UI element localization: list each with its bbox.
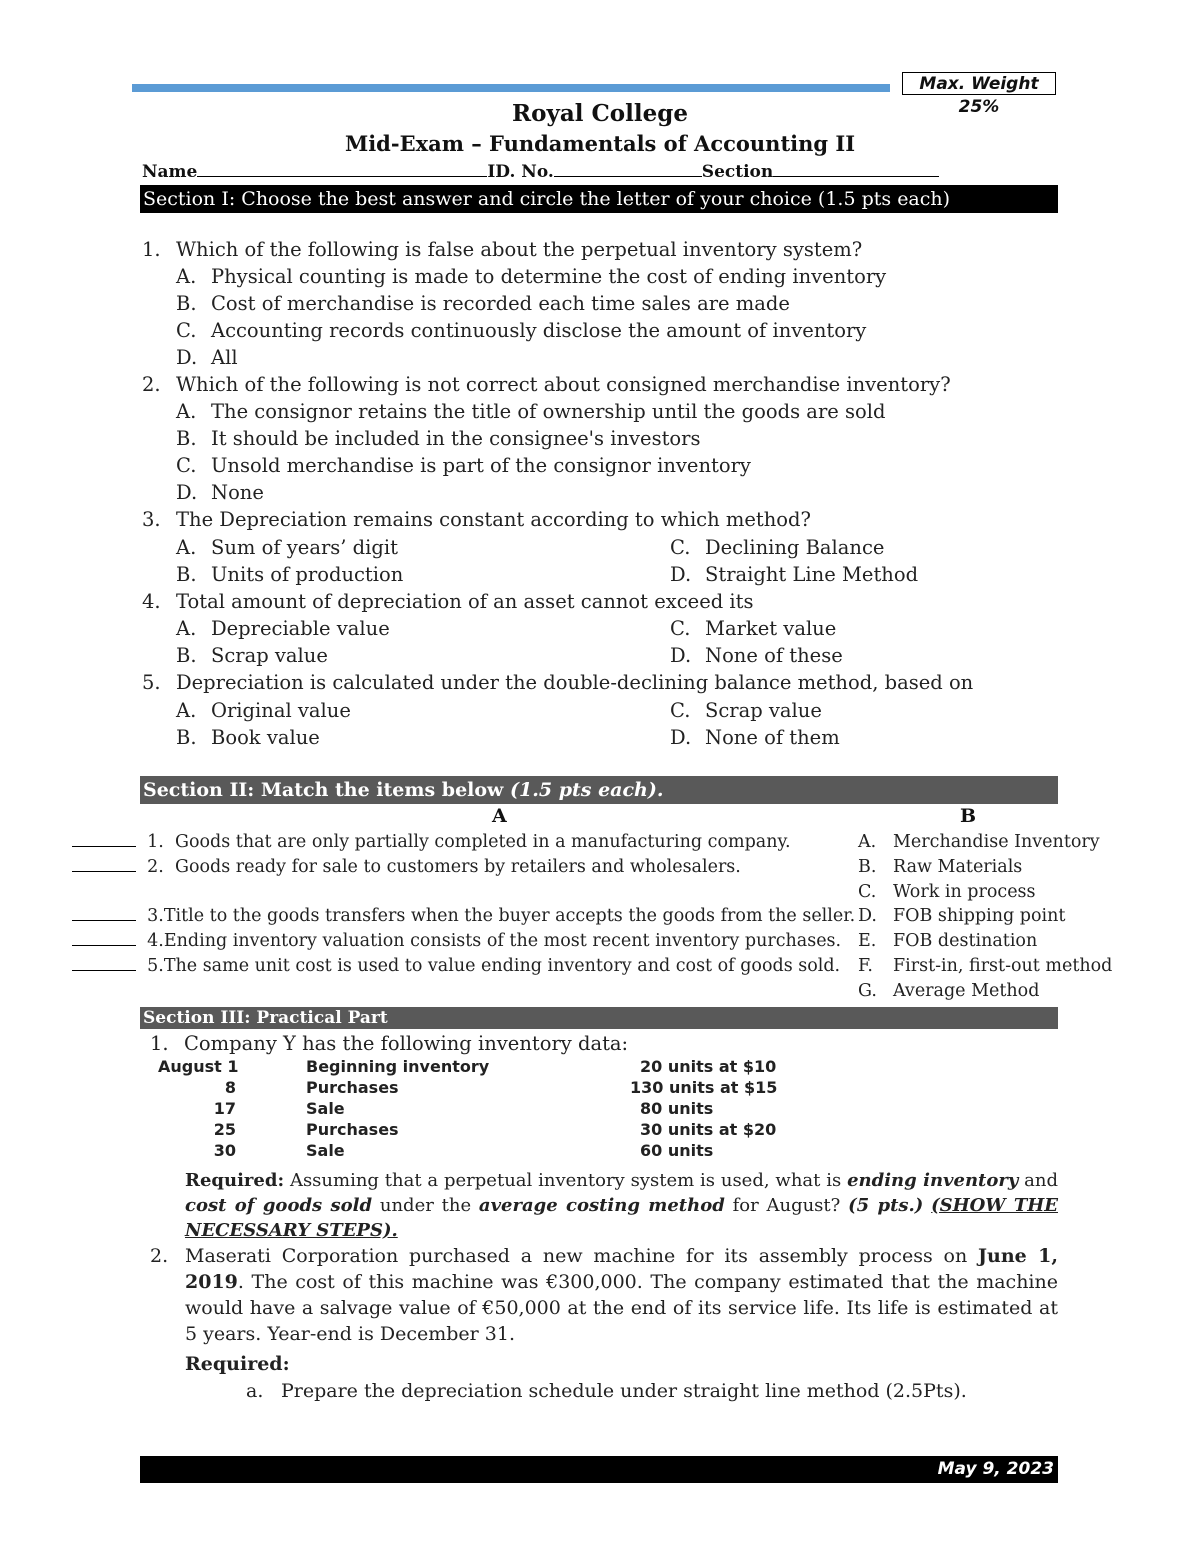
student-info-row <box>142 162 939 182</box>
question-5: 5. Depreciation is calculated under the double-declining balance method, based on <box>142 671 974 694</box>
table-row-4-desc: Purchases <box>306 1120 399 1139</box>
q5-option-b[interactable]: B. Book value <box>176 726 320 749</box>
q1-option-d[interactable]: D. All <box>176 346 238 369</box>
table-row-3-qty: 80 units <box>640 1099 714 1118</box>
table-row-1-qty: 20 units at $10 <box>640 1057 777 1076</box>
question-2: 2. Which of the following is not correct about consigned merchandise inventory? <box>142 373 951 396</box>
table-row-5-date: 30 <box>213 1141 236 1160</box>
id-field[interactable] <box>554 162 702 177</box>
match-item-5: 5.The same unit cost is used to value ending inventory and cost of goods sold. <box>72 956 840 976</box>
question-4: 4. Total amount of depreciation of an asset cannot exceed its <box>142 590 754 613</box>
match-option-c: C. Work in process <box>858 882 1036 902</box>
column-a-header: A <box>492 805 507 827</box>
q2-option-b[interactable]: B. It should be included in the consignee's investors <box>176 427 701 450</box>
table-row-4-date: 25 <box>213 1120 236 1139</box>
q1-option-c[interactable]: C. Accounting records continuously disclose the amount of inventory <box>176 319 867 342</box>
question-3: 3. The Depreciation remains constant according to which method? <box>142 508 811 531</box>
problem-1-required: Required: Assuming that a perpetual inventory system is used, what is ending inventory and cost of goods sold under the average costing method for August? (5 pts.) (SHOW THE NECESSARY STEPS). <box>185 1170 1058 1241</box>
name-label: Name <box>142 162 198 182</box>
q4-option-b[interactable]: B. Scrap value <box>176 644 328 667</box>
question-1: 1. Which of the following is false about the perpetual inventory system? <box>142 238 863 261</box>
q2-option-c[interactable]: C. Unsold merchandise is part of the consignor inventory <box>176 454 751 477</box>
table-row-5-qty: 60 units <box>640 1141 714 1160</box>
footer-date-bar: May 9, 2023 <box>140 1456 1058 1483</box>
q1-option-b[interactable]: B. Cost of merchandise is recorded each time sales are made <box>176 292 790 315</box>
q5-option-d[interactable]: D. None of them <box>670 726 840 749</box>
id-label: ID. No. <box>487 162 554 182</box>
table-row-2-desc: Purchases <box>306 1078 399 1097</box>
answer-blank[interactable] <box>72 906 136 921</box>
match-option-a: A. Merchandise Inventory <box>858 832 1100 852</box>
column-b-header: B <box>960 805 977 827</box>
problem-2-number: 2. <box>150 1245 169 1267</box>
answer-blank[interactable] <box>72 857 136 872</box>
answer-blank[interactable] <box>72 931 136 946</box>
name-field[interactable] <box>197 162 487 177</box>
q2-option-a[interactable]: A. The consignor retains the title of ownership until the goods are sold <box>176 400 886 423</box>
match-item-3: 3.Title to the goods transfers when the buyer accepts the goods from the seller. <box>72 906 855 926</box>
q2-option-d[interactable]: D. None <box>176 481 264 504</box>
problem-2-required: Required: <box>185 1353 290 1375</box>
exam-title: Mid-Exam – Fundamentals of Accounting II <box>344 131 856 156</box>
section1-heading: Section I: Choose the best answer and circle the letter of your choice (1.5 pts each) <box>140 185 1058 213</box>
q4-option-c[interactable]: C. Market value <box>670 617 837 640</box>
table-row-5-desc: Sale <box>306 1141 345 1160</box>
match-option-d: D. FOB shipping point <box>858 906 1066 926</box>
match-option-b: B. Raw Materials <box>858 857 1023 877</box>
section3-heading: Section III: Practical Part <box>140 1007 1058 1029</box>
section-label: Section <box>701 162 774 182</box>
problem-1-intro: 1. Company Y has the following inventory data: <box>150 1032 629 1055</box>
q4-option-d[interactable]: D. None of these <box>670 644 843 667</box>
q5-option-c[interactable]: C. Scrap value <box>670 699 822 722</box>
table-row-1-date: August 1 <box>158 1057 239 1076</box>
section-field[interactable] <box>773 162 939 177</box>
match-item-1: 1. Goods that are only partially completed in a manufacturing company. <box>72 832 791 852</box>
table-row-3-desc: Sale <box>306 1099 345 1118</box>
max-weight-box: Max. Weight 25% <box>902 72 1056 95</box>
table-row-4-qty: 30 units at $20 <box>640 1120 777 1139</box>
q3-option-c[interactable]: C. Declining Balance <box>670 536 885 559</box>
q3-option-b[interactable]: B. Units of production <box>176 563 404 586</box>
q3-option-d[interactable]: D. Straight Line Method <box>670 563 919 586</box>
q5-option-a[interactable]: A. Original value <box>176 699 351 722</box>
top-accent-bar <box>132 84 890 92</box>
match-option-g: G. Average Method <box>858 981 1040 1001</box>
match-item-2: 2. Goods ready for sale to customers by retailers and wholesalers. <box>72 857 741 877</box>
answer-blank[interactable] <box>72 956 136 971</box>
match-item-4: 4.Ending inventory valuation consists of the most recent inventory purchases. <box>72 931 841 951</box>
college-name: Royal College <box>512 100 688 127</box>
table-row-2-date: 8 <box>224 1078 236 1097</box>
table-row-2-qty: 130 units at $15 <box>630 1078 778 1097</box>
q4-option-a[interactable]: A. Depreciable value <box>176 617 390 640</box>
section2-heading: Section II: Match the items below (1.5 pts each). <box>140 776 1058 804</box>
match-option-e: E. FOB destination <box>858 931 1038 951</box>
answer-blank[interactable] <box>72 832 136 847</box>
q3-option-a[interactable]: A. Sum of years’ digit <box>176 536 398 559</box>
table-row-3-date: 17 <box>213 1099 236 1118</box>
problem-2-subtask-a: a. Prepare the depreciation schedule under straight line method (2.5Pts). <box>246 1380 967 1402</box>
table-row-1-desc: Beginning inventory <box>306 1057 490 1076</box>
problem-2-text: Maserati Corporation purchased a new machine for its assembly process on June 1, 2019. The cost of this machine was €300,000. The company estimated that the machine would have a salvage value of €50,000 at the end of its service life. Its life is estimated at 5 years. Year-end is December 31. <box>185 1245 1058 1345</box>
match-option-f: F. First-in, first-out method <box>858 956 1113 976</box>
q1-option-a[interactable]: A. Physical counting is made to determine the cost of ending inventory <box>176 265 887 288</box>
